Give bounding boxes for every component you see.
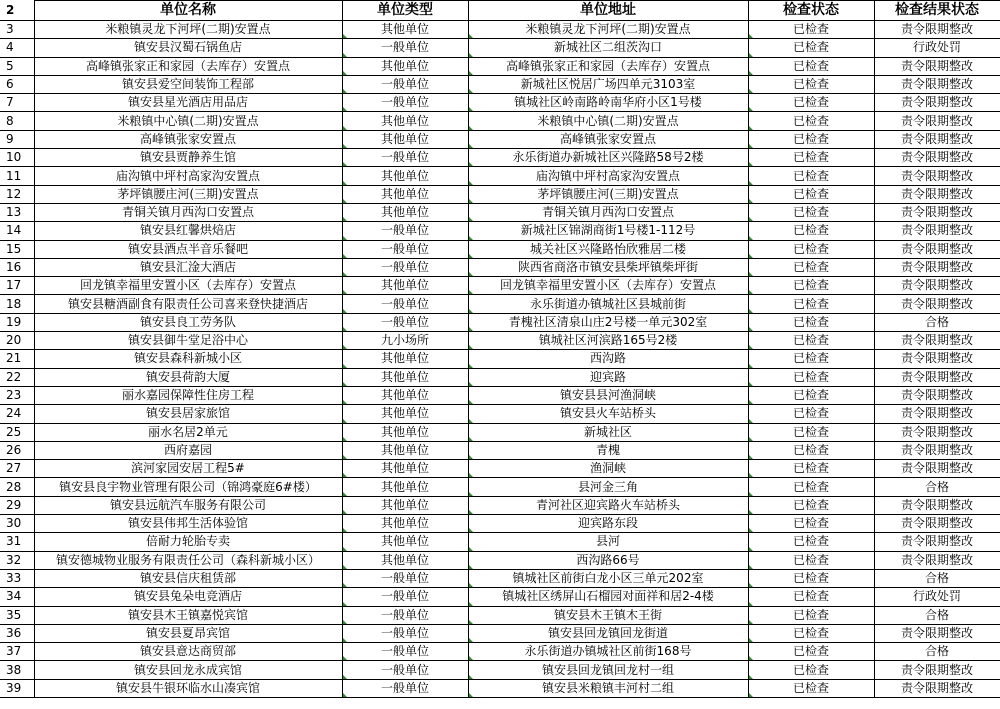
cell-unit-type[interactable]: 一般单位 bbox=[342, 258, 468, 276]
cell-unit-name[interactable]: 镇安县红馨烘焙店 bbox=[34, 222, 342, 240]
table-row bbox=[0, 258, 1000, 276]
cell-unit-type[interactable]: 其他单位 bbox=[342, 496, 468, 514]
table-row bbox=[0, 551, 1000, 569]
table-row bbox=[0, 185, 1000, 203]
row-number: 20 bbox=[0, 332, 34, 350]
cell-check-result[interactable]: 责令限期整改 bbox=[874, 295, 1000, 313]
table-row bbox=[0, 386, 1000, 404]
table-row bbox=[0, 624, 1000, 642]
cell-check-status[interactable]: 已检查 bbox=[748, 643, 874, 661]
cell-check-result[interactable]: 责令限期整改 bbox=[874, 130, 1000, 148]
cell-unit-type[interactable]: 一般单位 bbox=[342, 75, 468, 93]
cell-unit-type[interactable]: 其他单位 bbox=[342, 185, 468, 203]
cell-check-result[interactable]: 合格 bbox=[874, 643, 1000, 661]
cell-unit-type[interactable]: 其他单位 bbox=[342, 551, 468, 569]
table-row bbox=[0, 295, 1000, 313]
row-number: 37 bbox=[0, 643, 34, 661]
cell-check-status[interactable]: 已检查 bbox=[748, 185, 874, 203]
row-number: 5 bbox=[0, 57, 34, 75]
cell-unit-name[interactable]: 镇安县信庆租赁部 bbox=[34, 569, 342, 587]
cell-unit-type[interactable]: 一般单位 bbox=[342, 149, 468, 167]
row-number: 22 bbox=[0, 368, 34, 386]
cell-unit-name[interactable]: 镇安县良宇物业管理有限公司（锦鸿豪庭6#楼） bbox=[34, 478, 342, 496]
row-number: 35 bbox=[0, 606, 34, 624]
cell-unit-name[interactable]: 镇安县居家旅馆 bbox=[34, 405, 342, 423]
cell-unit-address[interactable]: 镇安县木王镇木王街 bbox=[468, 606, 748, 624]
table-row bbox=[0, 588, 1000, 606]
table-row bbox=[0, 460, 1000, 478]
cell-check-result[interactable]: 行政处罚 bbox=[874, 39, 1000, 57]
cell-check-status[interactable]: 已检查 bbox=[748, 478, 874, 496]
cell-check-status[interactable]: 已检查 bbox=[748, 533, 874, 551]
cell-unit-address[interactable]: 新城社区二组茨沟口 bbox=[468, 39, 748, 57]
row-number: 21 bbox=[0, 350, 34, 368]
cell-unit-address[interactable]: 镇安县回龙镇回龙村一组 bbox=[468, 661, 748, 679]
cell-unit-name[interactable]: 镇安县牛银环临水山凑宾馆 bbox=[34, 679, 342, 697]
cell-unit-type[interactable]: 一般单位 bbox=[342, 624, 468, 642]
cell-check-status[interactable]: 已检查 bbox=[748, 386, 874, 404]
table-row bbox=[0, 533, 1000, 551]
table-row bbox=[0, 606, 1000, 624]
cell-check-status[interactable]: 已检查 bbox=[748, 313, 874, 331]
cell-check-result[interactable]: 责令限期整改 bbox=[874, 112, 1000, 130]
cell-unit-name[interactable]: 镇安县木王镇嘉悦宾馆 bbox=[34, 606, 342, 624]
row-number: 18 bbox=[0, 295, 34, 313]
cell-unit-name[interactable]: 丽水嘉园保障性住房工程 bbox=[34, 386, 342, 404]
table-row bbox=[0, 112, 1000, 130]
row-number: 23 bbox=[0, 386, 34, 404]
cell-check-status[interactable]: 已检查 bbox=[748, 94, 874, 112]
row-number: 32 bbox=[0, 551, 34, 569]
cell-check-status[interactable]: 已检查 bbox=[748, 460, 874, 478]
cell-check-status[interactable]: 已检查 bbox=[748, 130, 874, 148]
cell-unit-name[interactable]: 镇安县良工劳务队 bbox=[34, 313, 342, 331]
cell-check-status[interactable]: 已检查 bbox=[748, 39, 874, 57]
cell-unit-name[interactable]: 镇安县汇淦大酒店 bbox=[34, 258, 342, 276]
cell-check-status[interactable]: 已检查 bbox=[748, 551, 874, 569]
cell-unit-type[interactable]: 一般单位 bbox=[342, 295, 468, 313]
cell-check-status[interactable]: 已检查 bbox=[748, 441, 874, 459]
cell-unit-name[interactable]: 镇安县兔朵电竞酒店 bbox=[34, 588, 342, 606]
table-row bbox=[0, 496, 1000, 514]
cell-unit-name[interactable]: 镇安县荷韵大厦 bbox=[34, 368, 342, 386]
cell-unit-name[interactable]: 西府嘉园 bbox=[34, 441, 342, 459]
cell-unit-name[interactable]: 庙沟镇中坪村高家沟安置点 bbox=[34, 167, 342, 185]
table-row bbox=[0, 203, 1000, 221]
cell-unit-name[interactable]: 青铜关镇月西沟口安置点 bbox=[34, 203, 342, 221]
cell-unit-name[interactable]: 镇安县爱空间装饰工程部 bbox=[34, 75, 342, 93]
cell-unit-type[interactable]: 一般单位 bbox=[342, 569, 468, 587]
cell-check-status[interactable]: 已检查 bbox=[748, 167, 874, 185]
cell-check-status[interactable]: 已检查 bbox=[748, 405, 874, 423]
cell-unit-name[interactable]: 镇安县伟邦生活体验馆 bbox=[34, 515, 342, 533]
cell-unit-name[interactable]: 茅坪镇腰庄河(三期)安置点 bbox=[34, 185, 342, 203]
cell-check-result[interactable]: 责令限期整改 bbox=[874, 149, 1000, 167]
row-number: 13 bbox=[0, 203, 34, 221]
cell-unit-type[interactable]: 九小场所 bbox=[342, 332, 468, 350]
cell-unit-type[interactable]: 其他单位 bbox=[342, 167, 468, 185]
row-number: 25 bbox=[0, 423, 34, 441]
cell-unit-address[interactable]: 镇安县回龙镇回龙街道 bbox=[468, 624, 748, 642]
cell-check-result[interactable]: 责令限期整改 bbox=[874, 185, 1000, 203]
cell-unit-name[interactable]: 滨河家园安居工程5# bbox=[34, 460, 342, 478]
row-number: 9 bbox=[0, 130, 34, 148]
column-header-type[interactable]: 单位类型 bbox=[342, 1, 468, 21]
cell-check-status[interactable]: 已检查 bbox=[748, 295, 874, 313]
table-row bbox=[0, 478, 1000, 496]
cell-unit-type[interactable]: 一般单位 bbox=[342, 606, 468, 624]
cell-unit-address[interactable]: 庙沟镇中坪村高家沟安置点 bbox=[468, 167, 748, 185]
row-number: 17 bbox=[0, 277, 34, 295]
cell-unit-name[interactable]: 镇安德城物业服务有限责任公司（森科新城小区） bbox=[34, 551, 342, 569]
cell-unit-address[interactable]: 高峰镇张家正和家园（去库存）安置点 bbox=[468, 57, 748, 75]
cell-check-result[interactable]: 责令限期整改 bbox=[874, 533, 1000, 551]
cell-check-status[interactable]: 已检查 bbox=[748, 569, 874, 587]
cell-check-result[interactable]: 责令限期整改 bbox=[874, 57, 1000, 75]
cell-unit-address[interactable]: 县河 bbox=[468, 533, 748, 551]
table-row bbox=[0, 149, 1000, 167]
table-row bbox=[0, 569, 1000, 587]
cell-unit-name[interactable]: 米粮镇灵龙下河坪(二期)安置点 bbox=[34, 21, 342, 39]
cell-check-result[interactable]: 合格 bbox=[874, 313, 1000, 331]
cell-check-result[interactable]: 合格 bbox=[874, 606, 1000, 624]
table-row bbox=[0, 277, 1000, 295]
cell-unit-address[interactable]: 迎宾路 bbox=[468, 368, 748, 386]
cell-unit-address[interactable]: 渔洞峡 bbox=[468, 460, 748, 478]
row-number: 2 bbox=[0, 1, 34, 21]
cell-check-result[interactable]: 责令限期整改 bbox=[874, 94, 1000, 112]
cell-unit-address[interactable]: 米粮镇中心镇(二期)安置点 bbox=[468, 112, 748, 130]
cell-unit-type[interactable]: 一般单位 bbox=[342, 588, 468, 606]
cell-check-status[interactable]: 已检查 bbox=[748, 624, 874, 642]
cell-unit-type[interactable]: 其他单位 bbox=[342, 460, 468, 478]
cell-unit-type[interactable]: 其他单位 bbox=[342, 203, 468, 221]
cell-unit-address[interactable]: 镇安县米粮镇丰河村二组 bbox=[468, 679, 748, 697]
cell-check-result[interactable]: 责令限期整改 bbox=[874, 624, 1000, 642]
cell-unit-address[interactable]: 县河金三角 bbox=[468, 478, 748, 496]
cell-unit-address[interactable]: 永乐街道办新城社区兴隆路58号2楼 bbox=[468, 149, 748, 167]
cell-unit-type[interactable]: 其他单位 bbox=[342, 441, 468, 459]
cell-check-result[interactable]: 合格 bbox=[874, 478, 1000, 496]
row-number: 15 bbox=[0, 240, 34, 258]
column-header-status[interactable]: 检查状态 bbox=[748, 1, 874, 21]
cell-unit-name[interactable]: 镇安县贾静养生馆 bbox=[34, 149, 342, 167]
cell-check-status[interactable]: 已检查 bbox=[748, 222, 874, 240]
cell-check-result[interactable]: 责令限期整改 bbox=[874, 203, 1000, 221]
cell-check-status[interactable]: 已检查 bbox=[748, 75, 874, 93]
cell-unit-name[interactable]: 米粮镇中心镇(二期)安置点 bbox=[34, 112, 342, 130]
cell-unit-type[interactable]: 其他单位 bbox=[342, 57, 468, 75]
cell-check-status[interactable]: 已检查 bbox=[748, 258, 874, 276]
cell-check-status[interactable]: 已检查 bbox=[748, 423, 874, 441]
cell-check-result[interactable]: 责令限期整改 bbox=[874, 277, 1000, 295]
row-number: 28 bbox=[0, 478, 34, 496]
table-row bbox=[0, 94, 1000, 112]
cell-unit-name[interactable]: 回龙镇幸福里安置小区（去库存）安置点 bbox=[34, 277, 342, 295]
table-row bbox=[0, 643, 1000, 661]
cell-check-result[interactable]: 责令限期整改 bbox=[874, 386, 1000, 404]
cell-check-status[interactable]: 已检查 bbox=[748, 57, 874, 75]
cell-unit-type[interactable]: 其他单位 bbox=[342, 130, 468, 148]
row-number: 11 bbox=[0, 167, 34, 185]
cell-check-result[interactable]: 责令限期整改 bbox=[874, 661, 1000, 679]
cell-unit-type[interactable]: 一般单位 bbox=[342, 679, 468, 697]
row-number: 26 bbox=[0, 441, 34, 459]
cell-check-status[interactable]: 已检查 bbox=[748, 515, 874, 533]
table-row bbox=[0, 405, 1000, 423]
cell-check-status[interactable]: 已检查 bbox=[748, 368, 874, 386]
row-number: 29 bbox=[0, 496, 34, 514]
table-row bbox=[0, 130, 1000, 148]
table-row bbox=[0, 423, 1000, 441]
table-row bbox=[0, 441, 1000, 459]
cell-unit-type[interactable]: 其他单位 bbox=[342, 423, 468, 441]
table-row bbox=[0, 350, 1000, 368]
cell-unit-type[interactable]: 其他单位 bbox=[342, 478, 468, 496]
row-number: 6 bbox=[0, 75, 34, 93]
cell-check-result[interactable]: 责令限期整改 bbox=[874, 679, 1000, 697]
cell-check-status[interactable]: 已检查 bbox=[748, 679, 874, 697]
cell-unit-name[interactable]: 镇安县糖酒副食有限责任公司喜来登快捷酒店 bbox=[34, 295, 342, 313]
cell-unit-address[interactable]: 西沟路66号 bbox=[468, 551, 748, 569]
table-row bbox=[0, 75, 1000, 93]
cell-unit-name[interactable]: 镇安县森科新城小区 bbox=[34, 350, 342, 368]
cell-unit-name[interactable]: 镇安县夏昂宾馆 bbox=[34, 624, 342, 642]
cell-check-status[interactable]: 已检查 bbox=[748, 277, 874, 295]
cell-unit-type[interactable]: 其他单位 bbox=[342, 533, 468, 551]
row-number: 31 bbox=[0, 533, 34, 551]
cell-check-result[interactable]: 责令限期整改 bbox=[874, 551, 1000, 569]
cell-check-status[interactable]: 已检查 bbox=[748, 588, 874, 606]
table-row bbox=[0, 368, 1000, 386]
cell-unit-type[interactable]: 一般单位 bbox=[342, 240, 468, 258]
cell-unit-name[interactable]: 高峰镇张家正和家园（去库存）安置点 bbox=[34, 57, 342, 75]
cell-unit-name[interactable]: 镇安县回龙永成宾馆 bbox=[34, 661, 342, 679]
cell-check-result[interactable]: 责令限期整改 bbox=[874, 515, 1000, 533]
cell-unit-type[interactable]: 一般单位 bbox=[342, 222, 468, 240]
cell-unit-name[interactable]: 镇安县远航汽车服务有限公司 bbox=[34, 496, 342, 514]
cell-check-result[interactable]: 责令限期整改 bbox=[874, 75, 1000, 93]
header-row bbox=[0, 1, 1000, 21]
cell-unit-address[interactable]: 镇城社区河滨路165号2楼 bbox=[468, 332, 748, 350]
cell-unit-address[interactable]: 西沟路 bbox=[468, 350, 748, 368]
table-row bbox=[0, 222, 1000, 240]
cell-unit-type[interactable]: 其他单位 bbox=[342, 405, 468, 423]
row-number: 19 bbox=[0, 313, 34, 331]
cell-check-status[interactable]: 已检查 bbox=[748, 606, 874, 624]
cell-check-status[interactable]: 已检查 bbox=[748, 149, 874, 167]
cell-check-result[interactable]: 责令限期整改 bbox=[874, 167, 1000, 185]
cell-check-status[interactable]: 已检查 bbox=[748, 350, 874, 368]
cell-unit-type[interactable]: 一般单位 bbox=[342, 39, 468, 57]
cell-unit-address[interactable]: 青铜关镇月西沟口安置点 bbox=[468, 203, 748, 221]
cell-unit-type[interactable]: 其他单位 bbox=[342, 277, 468, 295]
cell-unit-address[interactable]: 青槐社区清泉山庄2号楼一单元302室 bbox=[468, 313, 748, 331]
cell-check-status[interactable]: 已检查 bbox=[748, 332, 874, 350]
row-number: 36 bbox=[0, 624, 34, 642]
cell-check-result[interactable]: 责令限期整改 bbox=[874, 240, 1000, 258]
cell-unit-type[interactable]: 其他单位 bbox=[342, 386, 468, 404]
cell-unit-address[interactable]: 青河社区迎宾路火车站桥头 bbox=[468, 496, 748, 514]
row-number: 27 bbox=[0, 460, 34, 478]
row-number: 33 bbox=[0, 569, 34, 587]
row-number: 16 bbox=[0, 258, 34, 276]
row-number: 10 bbox=[0, 149, 34, 167]
cell-unit-address[interactable]: 回龙镇幸福里安置小区（去库存）安置点 bbox=[468, 277, 748, 295]
row-number: 4 bbox=[0, 39, 34, 57]
cell-check-status[interactable]: 已检查 bbox=[748, 21, 874, 39]
table-row bbox=[0, 57, 1000, 75]
cell-unit-name[interactable]: 镇安县汉蜀石锅鱼店 bbox=[34, 39, 342, 57]
table-row bbox=[0, 167, 1000, 185]
cell-unit-type[interactable]: 一般单位 bbox=[342, 313, 468, 331]
cell-check-result[interactable]: 责令限期整改 bbox=[874, 405, 1000, 423]
cell-unit-type[interactable]: 其他单位 bbox=[342, 368, 468, 386]
column-header-address[interactable]: 单位地址 bbox=[468, 1, 748, 21]
column-header-name[interactable]: 单位名称 bbox=[34, 1, 342, 21]
cell-check-result[interactable]: 责令限期整改 bbox=[874, 350, 1000, 368]
cell-unit-name[interactable]: 镇安县星光酒店用品店 bbox=[34, 94, 342, 112]
cell-unit-address[interactable]: 镇安县县河渔洞峡 bbox=[468, 386, 748, 404]
cell-unit-address[interactable]: 镇安县火车站桥头 bbox=[468, 405, 748, 423]
cell-unit-name[interactable]: 丽水名居2单元 bbox=[34, 423, 342, 441]
cell-unit-address[interactable]: 永乐街道办镇城社区前街168号 bbox=[468, 643, 748, 661]
column-header-result[interactable]: 检查结果状态 bbox=[874, 1, 1000, 21]
row-number: 38 bbox=[0, 661, 34, 679]
cell-unit-name[interactable]: 镇安县御牛堂足浴中心 bbox=[34, 332, 342, 350]
cell-unit-name[interactable]: 高峰镇张家安置点 bbox=[34, 130, 342, 148]
cell-check-status[interactable]: 已检查 bbox=[748, 240, 874, 258]
cell-unit-address[interactable]: 高峰镇张家安置点 bbox=[468, 130, 748, 148]
cell-unit-type[interactable]: 其他单位 bbox=[342, 112, 468, 130]
row-number: 8 bbox=[0, 112, 34, 130]
cell-check-result[interactable]: 责令限期整改 bbox=[874, 423, 1000, 441]
cell-check-result[interactable]: 责令限期整改 bbox=[874, 460, 1000, 478]
cell-unit-type[interactable]: 其他单位 bbox=[342, 21, 468, 39]
table-row bbox=[0, 679, 1000, 697]
row-number: 39 bbox=[0, 679, 34, 697]
cell-unit-name[interactable]: 镇安县意达商贸部 bbox=[34, 643, 342, 661]
cell-check-result[interactable]: 责令限期整改 bbox=[874, 21, 1000, 39]
cell-unit-address[interactable]: 镇城社区前街白龙小区三单元202室 bbox=[468, 569, 748, 587]
cell-unit-name[interactable]: 镇安县酒点半音乐餐吧 bbox=[34, 240, 342, 258]
cell-unit-name[interactable]: 倍耐力轮胎专卖 bbox=[34, 533, 342, 551]
cell-unit-address[interactable]: 镇城社区岭南路岭南华府小区1号楼 bbox=[468, 94, 748, 112]
cell-unit-address[interactable]: 新城社区悦居广场四单元3103室 bbox=[468, 75, 748, 93]
row-number: 7 bbox=[0, 94, 34, 112]
cell-check-result[interactable]: 责令限期整改 bbox=[874, 222, 1000, 240]
cell-unit-type[interactable]: 一般单位 bbox=[342, 94, 468, 112]
cell-unit-address[interactable]: 陕西省商洛市镇安县柴坪镇柴坪街 bbox=[468, 258, 748, 276]
cell-check-status[interactable]: 已检查 bbox=[748, 496, 874, 514]
cell-check-result[interactable]: 责令限期整改 bbox=[874, 332, 1000, 350]
row-number: 34 bbox=[0, 588, 34, 606]
row-number: 12 bbox=[0, 185, 34, 203]
cell-unit-address[interactable]: 永乐街道办镇城社区县城前街 bbox=[468, 295, 748, 313]
cell-unit-address[interactable]: 新城社区 bbox=[468, 423, 748, 441]
cell-check-status[interactable]: 已检查 bbox=[748, 112, 874, 130]
table-row bbox=[0, 313, 1000, 331]
cell-unit-address[interactable]: 青槐 bbox=[468, 441, 748, 459]
table-row bbox=[0, 515, 1000, 533]
table-row bbox=[0, 332, 1000, 350]
cell-check-result[interactable]: 责令限期整改 bbox=[874, 368, 1000, 386]
row-number: 14 bbox=[0, 222, 34, 240]
cell-unit-type[interactable]: 其他单位 bbox=[342, 350, 468, 368]
table-row bbox=[0, 661, 1000, 679]
row-number: 24 bbox=[0, 405, 34, 423]
cell-unit-address[interactable]: 新城社区锦湖商街1号楼1-112号 bbox=[468, 222, 748, 240]
cell-unit-address[interactable]: 米粮镇灵龙下河坪(二期)安置点 bbox=[468, 21, 748, 39]
table-row bbox=[0, 39, 1000, 57]
cell-check-status[interactable]: 已检查 bbox=[748, 661, 874, 679]
cell-unit-type[interactable]: 一般单位 bbox=[342, 661, 468, 679]
cell-unit-address[interactable]: 迎宾路东段 bbox=[468, 515, 748, 533]
cell-check-result[interactable]: 责令限期整改 bbox=[874, 258, 1000, 276]
cell-unit-type[interactable]: 其他单位 bbox=[342, 515, 468, 533]
row-number: 3 bbox=[0, 21, 34, 39]
cell-unit-address[interactable]: 茅坪镇腰庄河(三期)安置点 bbox=[468, 185, 748, 203]
cell-unit-address[interactable]: 镇城社区绣屏山石榴园对面祥和居2-4楼 bbox=[468, 588, 748, 606]
row-number: 30 bbox=[0, 515, 34, 533]
cell-check-result[interactable]: 行政处罚 bbox=[874, 588, 1000, 606]
cell-check-result[interactable]: 合格 bbox=[874, 569, 1000, 587]
cell-unit-address[interactable]: 城关社区兴隆路怡欣雅居二楼 bbox=[468, 240, 748, 258]
cell-check-result[interactable]: 责令限期整改 bbox=[874, 496, 1000, 514]
cell-check-status[interactable]: 已检查 bbox=[748, 203, 874, 221]
cell-check-result[interactable]: 责令限期整改 bbox=[874, 441, 1000, 459]
table-row bbox=[0, 240, 1000, 258]
cell-unit-type[interactable]: 一般单位 bbox=[342, 643, 468, 661]
table-row bbox=[0, 21, 1000, 39]
